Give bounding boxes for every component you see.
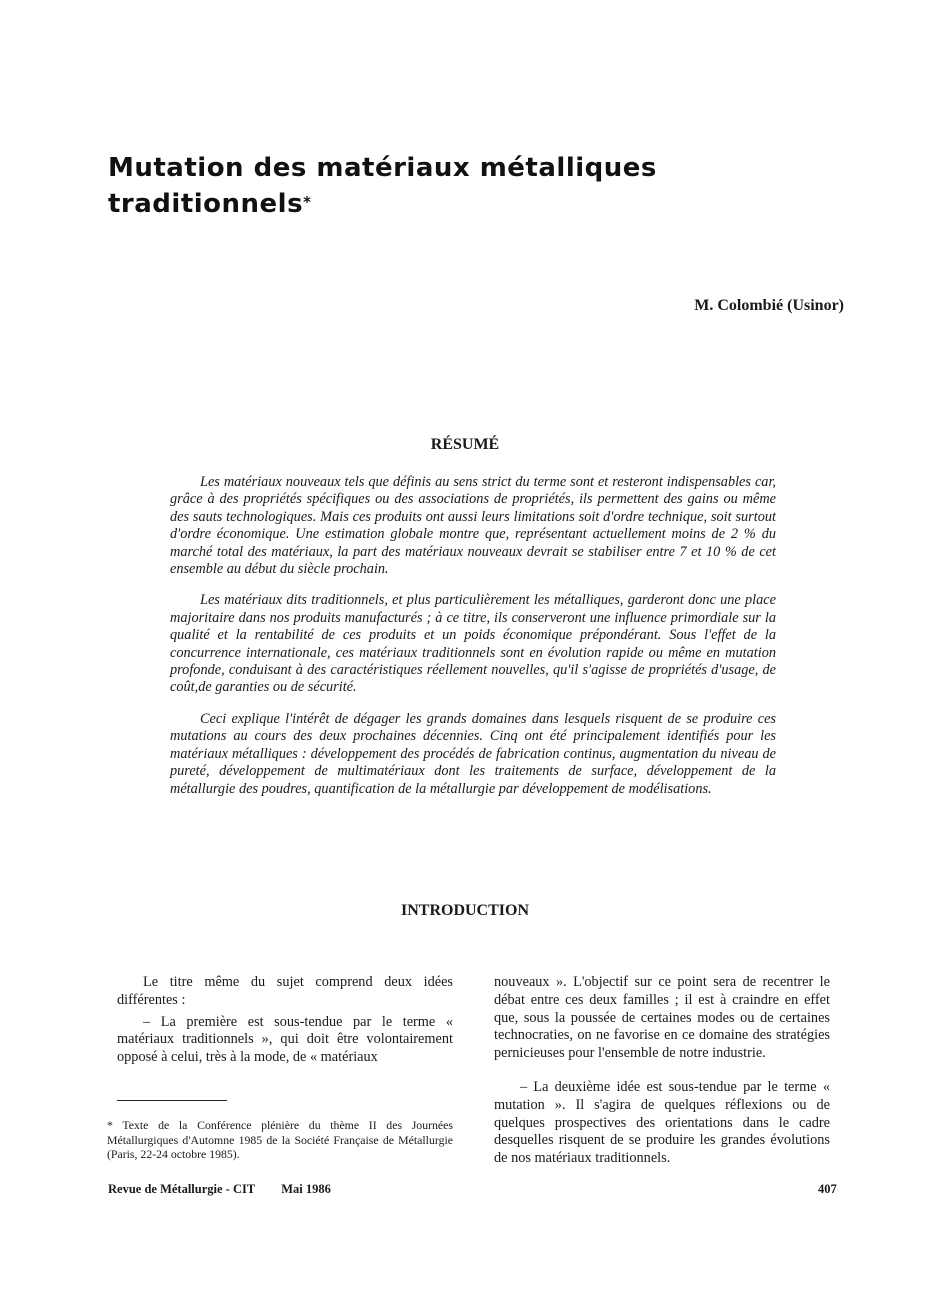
introduction-left-column: [117, 974, 453, 1067]
article-title-text: Mutation des matériaux métalliques traditionnels: [108, 153, 657, 219]
footnote: * Texte de la Conférence plénière du thème II des Journées Métallurgiques d'Automne 1985 de la Société Française de Métallurgie (Paris, 22-24 octobre 1985).: [107, 1118, 453, 1161]
footnote-divider: [117, 1100, 227, 1101]
journal-name: Revue de Métallurgie - CIT: [108, 1182, 256, 1196]
introduction-right-column: [494, 974, 830, 1168]
article-title: [108, 150, 808, 222]
abstract-body: [170, 474, 776, 812]
journal-footer: [108, 1182, 331, 1197]
issue-date: Mai 1986: [281, 1182, 331, 1196]
body-paragraph: Le titre même du sujet comprend deux idées différentes :: [117, 974, 453, 1008]
abstract-paragraph: Les matériaux nouveaux tels que définis au sens strict du terme sont et resteront indispensables car, grâce à des propriétés spécifiques ou des associations de propriétés, ils permettent des gains ou même des sauts technologiques. Mais ces produits ont aussi leurs limitations soit d'ordre technique, soit surtout d'ordre économique. Une estimation globale montre que, représentant actuellement moins de 2 % du marché total des matériaux, la part des matériaux nouveaux devrait se stabiliser entre 7 et 10 % de cet ensemble au début du siècle prochain.: [170, 474, 776, 578]
body-paragraph: – La première est sous-tendue par le terme « matériaux traditionnels », qui doit être volontairement opposé à celui, très à la mode, de « matériaux: [117, 1013, 453, 1066]
title-footnote-mark: *: [303, 193, 312, 211]
body-paragraph: – La deuxième idée est sous-tendue par le terme « mutation ». Il s'agira de quelques réflexions ou de quelques prospectives des orientations dans le cadre desquelles risquent de se produire les grandes évolutions de nos matériaux traditionnels.: [494, 1078, 830, 1167]
abstract-paragraph: Ceci explique l'intérêt de dégager les grands domaines dans lesquels risquent de se produire ces mutations au cours des deux prochaines décennies. Cinq ont été principalement identifiés pour les matériaux métalliques : développement des procédés de fabrication continus, augmentation du niveau de pureté, développement de multimatériaux dont les traitements de surface, développement de la métallurgie des poudres, quantification de la métallurgie par développement de modélisations.: [170, 710, 776, 797]
introduction-heading: INTRODUCTION: [400, 902, 529, 919]
page-number: 407: [818, 1182, 837, 1196]
abstract-paragraph: Les matériaux dits traditionnels, et plus particulièrement les métalliques, garderont donc une place majoritaire dans nos produits manufacturés ; à ce titre, ils conserveront une influence primordiale sur la qualité et la rentabilité de ces produits et un poids économique prépondérant. Sous l'effet de la concurrence internationale, ces matériaux traditionnels sont en évolution rapide ou même en mutation profonde, conduisant à des caractéristiques réellement nouvelles, qu'il s'agisse de propriétés d'usage, de coût,de garanties ou de sécurité.: [170, 592, 776, 696]
abstract-heading: RÉSUMÉ: [430, 436, 500, 453]
body-paragraph: nouveaux ». L'objectif sur ce point sera de recentrer le débat entre ces deux familles ; il est à craindre en effet que, sous la poussée de certaines modes ou de certaines technocraties, on ne favorise en ce domaine des stratégies pernicieuses pour l'ensemble de notre industrie.: [494, 974, 830, 1062]
author: M. Colombié (Usinor): [694, 297, 844, 314]
